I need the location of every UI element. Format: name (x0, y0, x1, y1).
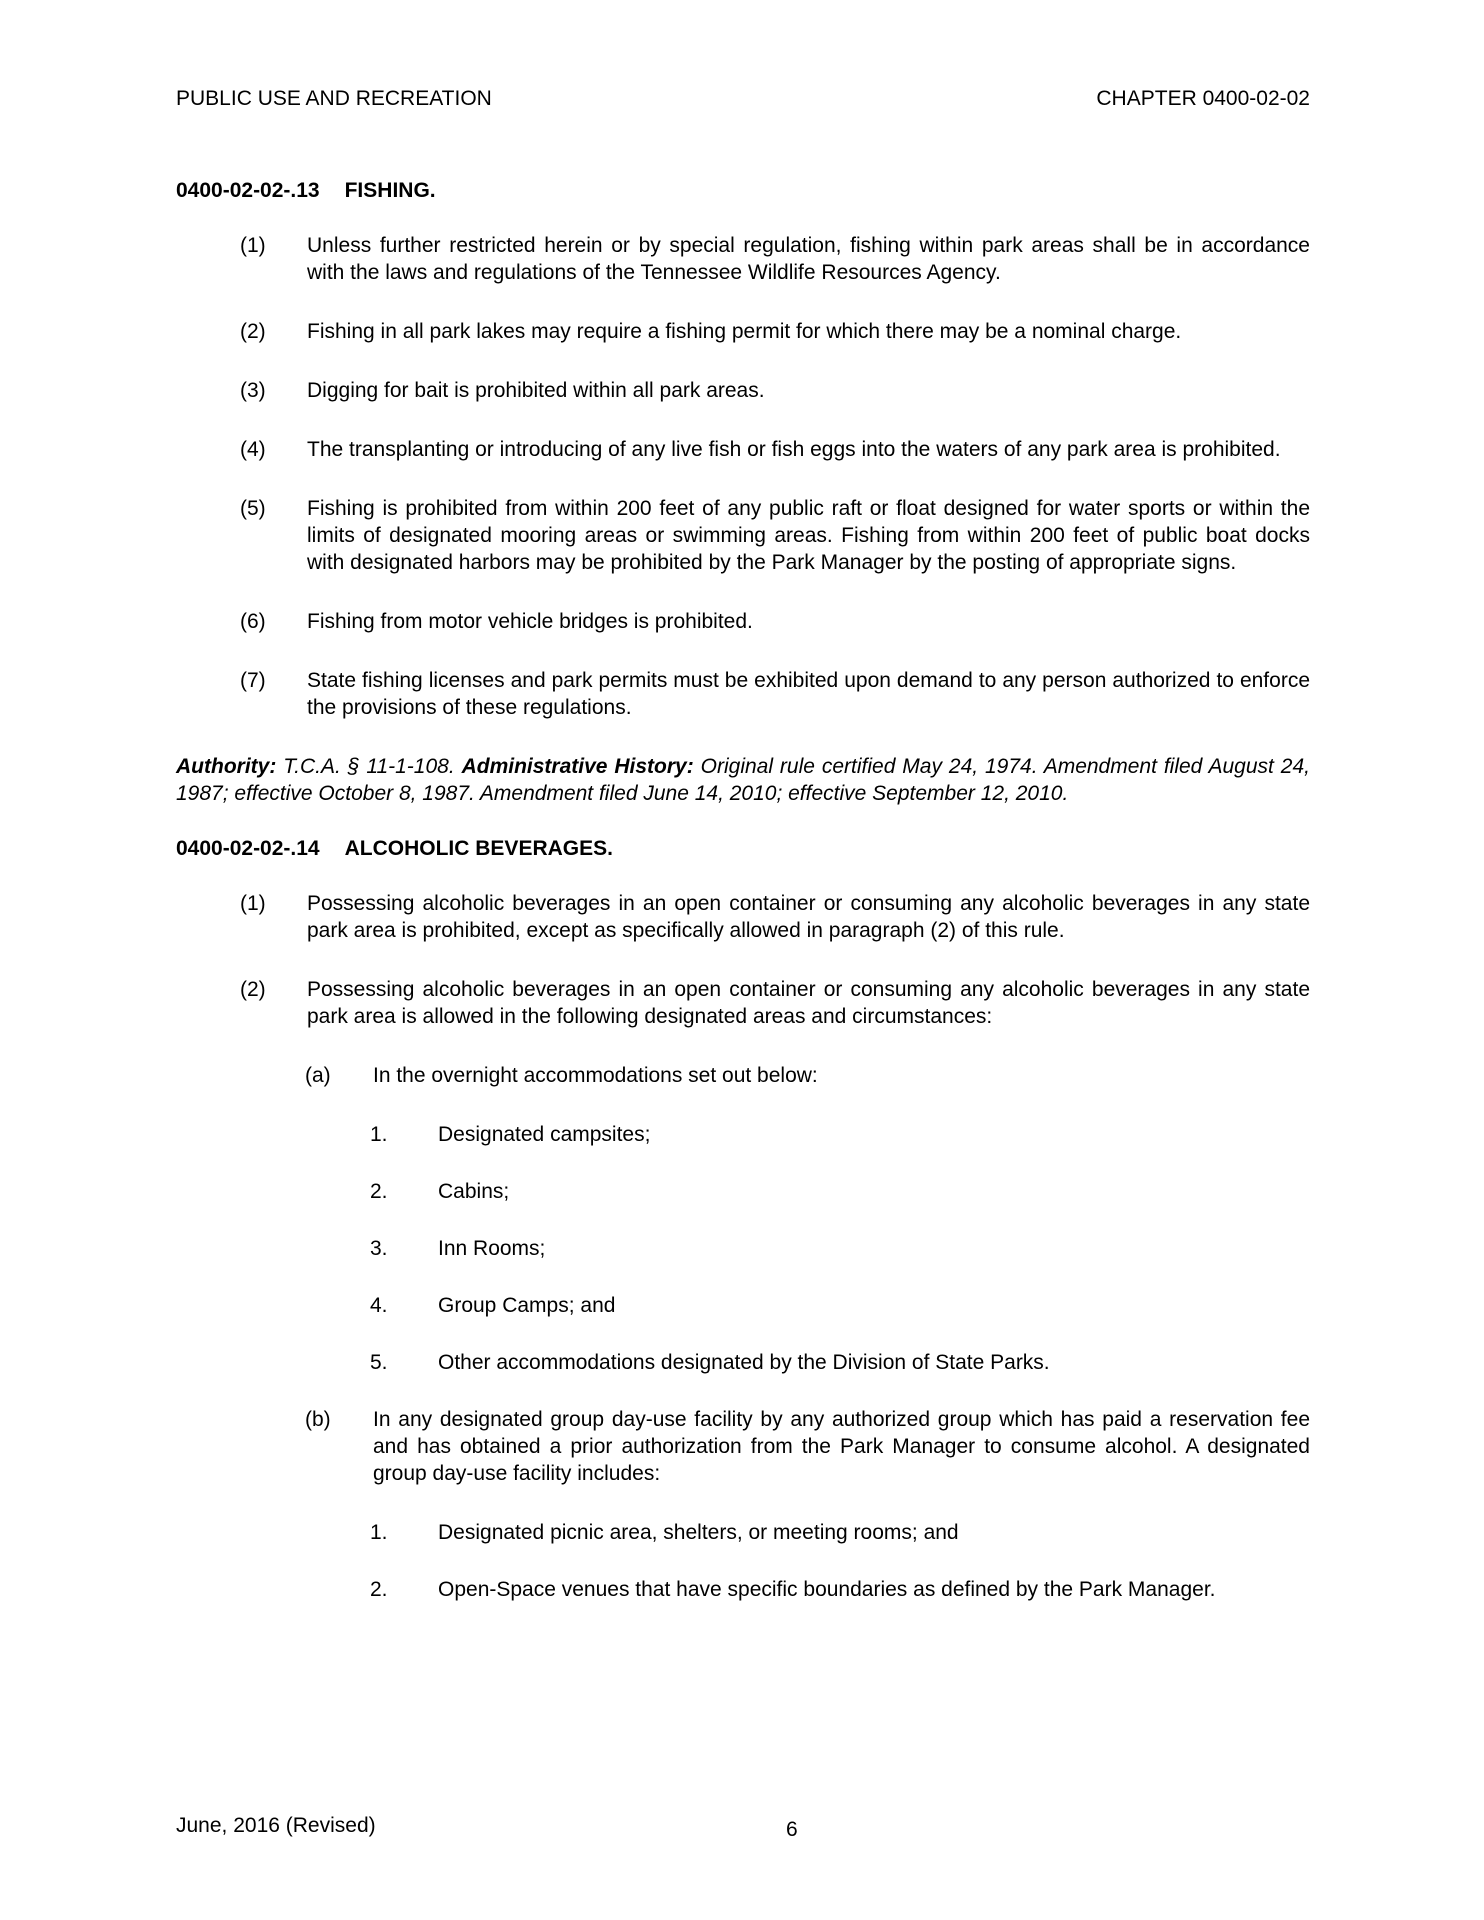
item-label: (2) (240, 978, 266, 1001)
authority-label: Authority: (176, 755, 277, 778)
item-label: (6) (240, 610, 266, 633)
list-item-14-2-a-2 (176, 1178, 1310, 1205)
item-label: (b) (305, 1408, 331, 1431)
item-text: Group Camps; and (438, 1294, 616, 1317)
item-text: The transplanting or introducing of any live fish or fish eggs into the waters of any park area is prohibited. (307, 438, 1281, 461)
item-label: (5) (240, 497, 266, 520)
item-text: Cabins; (438, 1180, 510, 1203)
item-text: Fishing from motor vehicle bridges is prohibited. (307, 610, 753, 633)
item-text: Other accommodations designated by the Division of State Parks. (438, 1351, 1050, 1374)
page-footer (176, 1812, 1310, 1839)
section-14-heading (176, 835, 1310, 862)
list-item-13-1 (176, 232, 1310, 286)
item-label: 1. (370, 1521, 388, 1544)
item-label: 2. (370, 1180, 388, 1203)
item-text: Inn Rooms; (438, 1237, 546, 1260)
item-label: (1) (240, 892, 266, 915)
item-text: In any designated group day-use facility by any authorized group which has paid a reservation fee and has obtained a prior authorization from the Park Manager to consume alcohol. A designated group day-use facility includes: (373, 1408, 1310, 1485)
list-item-14-2-b (176, 1406, 1310, 1487)
authority-history-note (176, 753, 1310, 807)
item-text: In the overnight accommodations set out below: (373, 1064, 818, 1087)
item-label: (1) (240, 234, 266, 257)
item-text: Unless further restricted herein or by special regulation, fishing within park areas shall be in accordance with the laws and regulations of the Tennessee Wildlife Resources Agency. (307, 234, 1310, 284)
administrative-history-text: Original rule certified May 24, 1974. Amendment filed August 24, 1987; effective October 8, 1987. Amendment filed June 14, 2010; effective September 12, 2010. (176, 755, 1310, 805)
item-label: (a) (305, 1064, 331, 1087)
list-item-13-7 (176, 667, 1310, 721)
list-item-14-2-b-1 (176, 1519, 1310, 1546)
list-item-13-4 (176, 436, 1310, 463)
list-item-14-2-a (176, 1062, 1310, 1089)
item-label: 4. (370, 1294, 388, 1317)
item-text: Open-Space venues that have specific boundaries as defined by the Park Manager. (438, 1578, 1216, 1601)
administrative-history-label: Administrative History: (461, 755, 694, 778)
list-item-14-2-a-1 (176, 1121, 1310, 1148)
list-item-14-2-a-3 (176, 1235, 1310, 1262)
header-chapter-number: CHAPTER 0400-02-02 (1096, 87, 1310, 110)
list-item-14-2 (176, 976, 1310, 1030)
list-item-13-3 (176, 377, 1310, 404)
footer-revision-date: June, 2016 (Revised) (176, 1814, 376, 1837)
item-label: (3) (240, 379, 266, 402)
item-text: Designated campsites; (438, 1123, 651, 1146)
list-item-13-6 (176, 608, 1310, 635)
section-14-title: ALCOHOLIC BEVERAGES. (344, 837, 613, 860)
item-text: Designated picnic area, shelters, or meeting rooms; and (438, 1521, 959, 1544)
section-13-number: 0400-02-02-.13 (176, 179, 320, 202)
section-13-heading (176, 177, 1310, 204)
item-label: 5. (370, 1351, 388, 1374)
item-label: 2. (370, 1578, 388, 1601)
list-item-14-2-a-4 (176, 1292, 1310, 1319)
item-label: (4) (240, 438, 266, 461)
item-label: (2) (240, 320, 266, 343)
item-text: Fishing is prohibited from within 200 feet of any public raft or float designed for water sports or within the limits of designated mooring areas or swimming areas. Fishing from within 200 feet of public boat docks with designated harbors may be prohibited by the Park Manager by the posting of appropriate signs. (307, 497, 1310, 574)
page-number: 6 (786, 1818, 798, 1841)
item-label: 1. (370, 1123, 388, 1146)
section-14-number: 0400-02-02-.14 (176, 837, 320, 860)
item-label: 3. (370, 1237, 388, 1260)
list-item-14-1 (176, 890, 1310, 944)
item-text: Digging for bait is prohibited within all park areas. (307, 379, 765, 402)
page-header (176, 85, 1310, 112)
header-document-title: PUBLIC USE AND RECREATION (176, 87, 492, 110)
item-text: Possessing alcoholic beverages in an open container or consuming any alcoholic beverages in any state park area is allowed in the following designated areas and circumstances: (307, 978, 1310, 1028)
item-text: Fishing in all park lakes may require a fishing permit for which there may be a nominal charge. (307, 320, 1182, 343)
list-item-13-2 (176, 318, 1310, 345)
section-13-title: FISHING. (344, 179, 436, 202)
authority-citation: T.C.A. § 11-1-108. (283, 755, 455, 778)
item-text: Possessing alcoholic beverages in an open container or consuming any alcoholic beverages in any state park area is prohibited, except as specifically allowed in paragraph (2) of this rule. (307, 892, 1310, 942)
item-text: State fishing licenses and park permits must be exhibited upon demand to any person authorized to enforce the provisions of these regulations. (307, 669, 1310, 719)
item-label: (7) (240, 669, 266, 692)
list-item-14-2-a-5 (176, 1349, 1310, 1376)
list-item-14-2-b-2 (176, 1576, 1310, 1603)
list-item-13-5 (176, 495, 1310, 576)
